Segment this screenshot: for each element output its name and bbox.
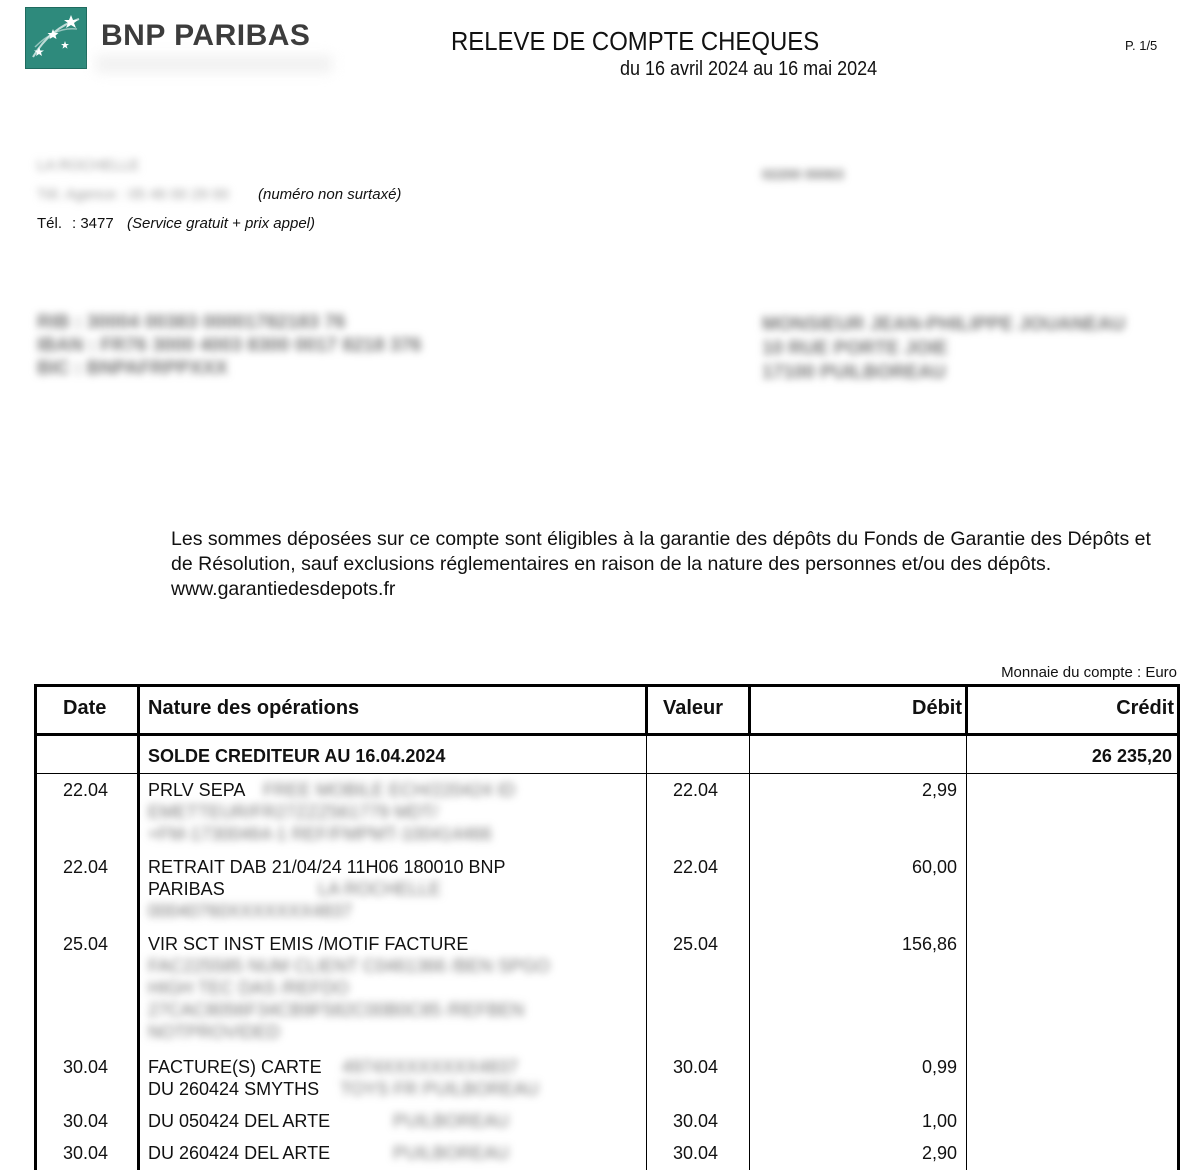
row-debit: 0,99	[921, 1057, 957, 1077]
service-phone-number: : 3477	[72, 215, 114, 232]
row-description: PRLV SEPA	[148, 780, 246, 800]
row-valeur: 30.04	[673, 1057, 719, 1077]
client-reference: 02200 00063	[762, 166, 844, 182]
row-valeur: 22.04	[673, 857, 719, 877]
row-debit: 2,90	[921, 1143, 957, 1163]
agency-name: LA ROCHELLE	[37, 157, 140, 174]
row-description-redacted: 00040760XXXXXXX4837	[148, 901, 353, 921]
column-divider	[137, 687, 140, 1170]
row-date: 22.04	[63, 857, 109, 877]
row-description: VIR SCT INST EMIS /MOTIF FACTURE	[148, 934, 469, 954]
row-date: 30.04	[63, 1057, 109, 1077]
header-date: Date	[63, 697, 107, 719]
agency-phone-note: (numéro non surtaxé)	[258, 186, 402, 203]
row-date: 30.04	[63, 1143, 109, 1163]
header-valeur: Valeur	[663, 697, 724, 719]
column-divider	[748, 687, 751, 735]
notice-text: Les sommes déposées sur ce compte sont éligibles à la garantie des dépôts du Fonds de Garantie des Dépôts et de Résolution, sauf exclusions réglementaires en raison de la nature des personnes et/ou des dépôts.	[171, 528, 1151, 575]
row-description-redacted: TOYS FR PUILBOREAU	[340, 1079, 539, 1099]
row-date: 30.04	[63, 1111, 109, 1131]
address-line-2: 17100 PUILBOREAU	[762, 362, 946, 383]
opening-balance-rule	[37, 773, 1177, 774]
row-description-redacted: 27CAC8056F34CB9F582C00B0C85 /REFBEN	[148, 1000, 525, 1020]
agency-phone: Tél. Agence : 05 46 00 29 00	[37, 186, 229, 203]
notice-url[interactable]: www.garantiedesdepots.fr	[171, 578, 396, 600]
row-description-redacted: NOTPROVIDED	[148, 1022, 281, 1042]
column-divider	[749, 735, 750, 1170]
row-debit: 2,99	[921, 780, 957, 800]
row-description-redacted: FAC225585 NUM CLIENT C0461366 /BEN SPGO	[148, 956, 550, 976]
column-divider	[965, 687, 968, 735]
bnp-stars-logo-icon	[25, 7, 87, 69]
row-description: FACTURE(S) CARTE	[148, 1057, 322, 1077]
row-description-redacted: HIGH TEC DAS /REFDO	[148, 978, 349, 998]
opening-balance-label: SOLDE CREDITEUR AU 16.04.2024	[148, 746, 446, 766]
service-phone-label: Tél.	[37, 215, 63, 232]
header-debit: Débit	[912, 697, 962, 719]
row-valeur: 30.04	[673, 1143, 719, 1163]
row-description-redacted: FREE MOBILE ECH/220424 ID	[263, 780, 516, 800]
row-description: RETRAIT DAB 21/04/24 11H06 180010 BNP	[148, 857, 506, 877]
row-valeur: 25.04	[673, 934, 719, 954]
account-currency: Monnaie du compte : Euro	[1001, 664, 1177, 681]
row-description-redacted: PUILBOREAU	[393, 1143, 510, 1163]
column-divider	[645, 687, 648, 735]
operations-table	[34, 684, 1180, 1170]
brand-underline-decoration	[96, 55, 332, 73]
column-divider	[966, 735, 967, 1170]
header-credit: Crédit	[1116, 697, 1174, 719]
bic-line: BIC : BNPAFRPPXXX	[37, 358, 228, 379]
row-description-redacted: +FM-17300464-1 REF/FMPMT-100414466	[148, 824, 492, 844]
deposit-guarantee-notice	[171, 527, 1176, 602]
row-valeur: 30.04	[673, 1111, 719, 1131]
opening-balance-credit: 26 235,20	[1091, 746, 1172, 766]
row-description: DU 050424 DEL ARTE	[148, 1111, 331, 1131]
row-date: 25.04	[63, 934, 109, 954]
row-valeur: 22.04	[673, 780, 719, 800]
account-holder: MONSIEUR JEAN-PHILIPPE JOUANEAU	[762, 314, 1126, 335]
row-debit: 156,86	[901, 934, 957, 954]
row-description-redacted: LA ROCHELLE	[318, 879, 442, 899]
row-date: 22.04	[63, 780, 109, 800]
column-divider	[646, 735, 647, 1170]
rib-line: RIB : 30004 00383 00001782183 76	[37, 312, 346, 333]
service-phone-note: (Service gratuit + prix appel)	[127, 215, 315, 232]
row-debit: 1,00	[921, 1111, 957, 1131]
header-nature: Nature des opérations	[148, 697, 360, 719]
row-description-redacted: PUILBOREAU	[393, 1111, 510, 1131]
address-line-1: 10 RUE PORTE JOIE	[762, 338, 948, 359]
row-description: DU 260424 SMYTHS	[148, 1079, 320, 1099]
row-description-redacted: EMETTEUR/FR27ZZZ561779 MDT/	[148, 802, 439, 822]
row-description: PARIBAS	[148, 879, 225, 899]
row-description-redacted: 4974XXXXXXXX4837	[342, 1057, 519, 1077]
header-bottom-rule	[37, 733, 1177, 736]
iban-line: IBAN : FR76 3000 4003 8300 0017 8218 376	[37, 335, 422, 356]
page-number: P. 1/5	[1125, 38, 1158, 53]
brand-name: BNP PARIBAS	[101, 19, 311, 52]
row-debit: 60,00	[911, 857, 957, 877]
statement-period: du 16 avril 2024 au 16 mai 2024	[620, 58, 878, 80]
document-title: RELEVE DE COMPTE CHEQUES	[451, 26, 820, 56]
row-description: DU 260424 DEL ARTE	[148, 1143, 331, 1163]
